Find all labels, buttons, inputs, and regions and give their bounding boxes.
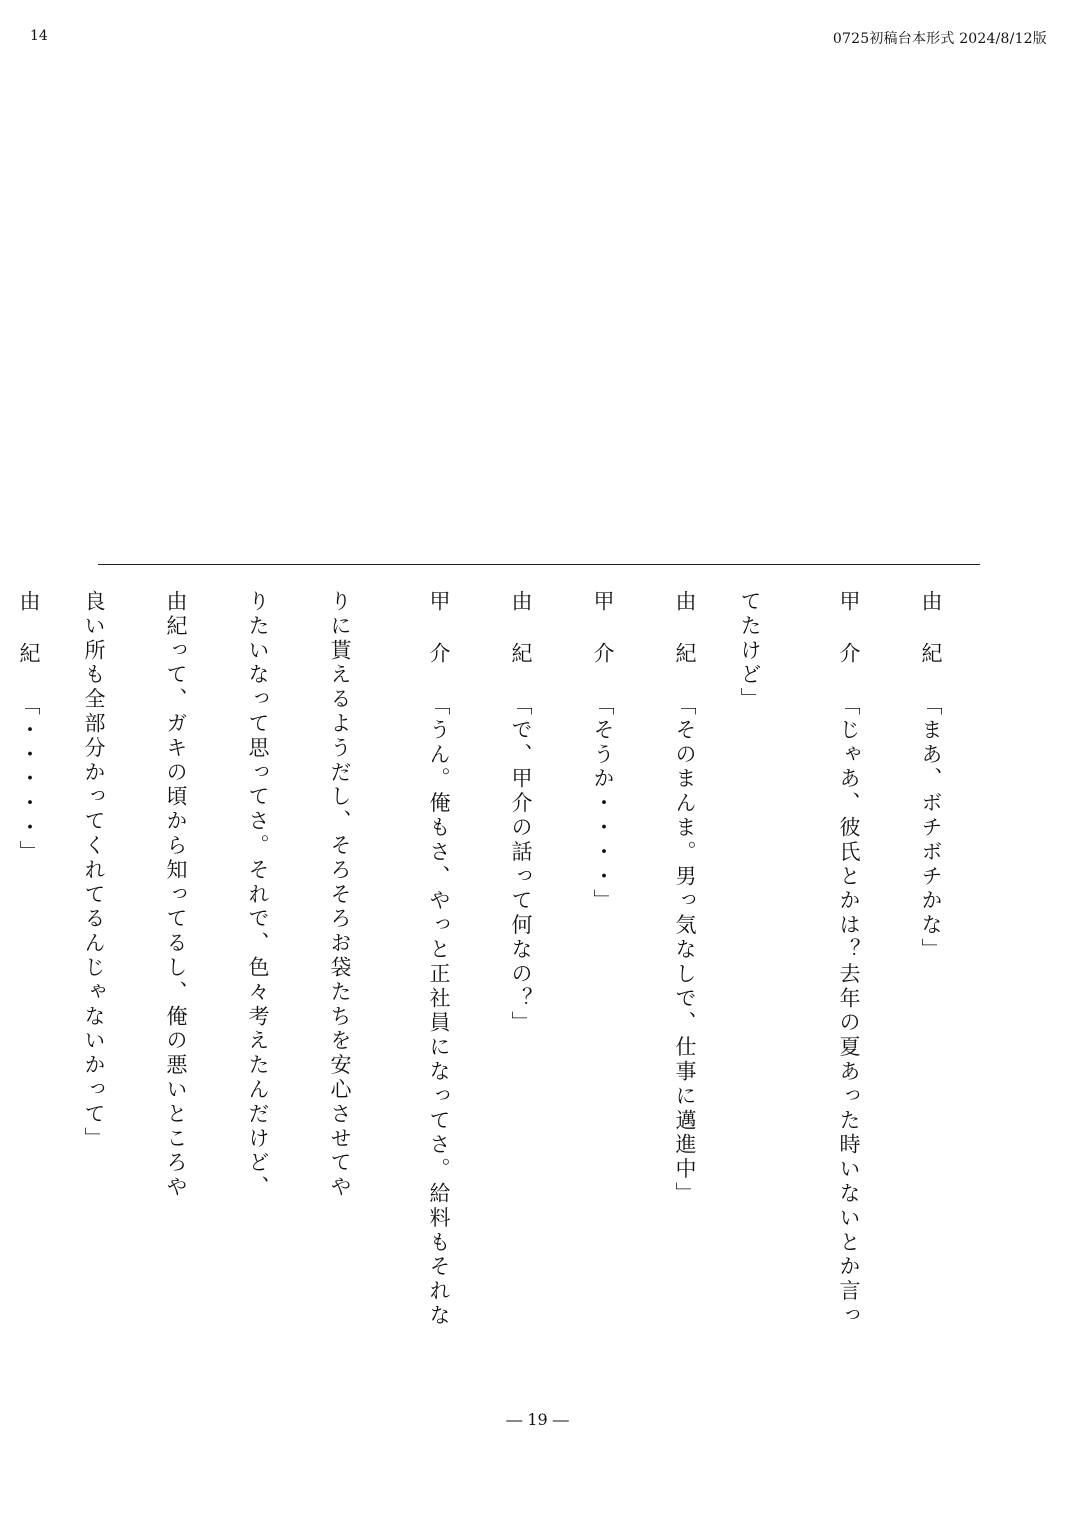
script-line [627,590,709,1350]
dialogue-text: 「そのまんま。男っ気なしで、仕事に邁進中」 [673,694,697,1207]
script-line [791,590,873,1350]
dialogue-text: 由紀って、ガキの頃から知ってるし、俺の悪いところや [164,590,188,1200]
script-line [381,590,463,1350]
script-line [463,590,545,1350]
section-divider [98,564,980,565]
dialogue-text: 「そうか・・・・」 [591,694,615,914]
dialogue-text: りたいなって思ってさ。それで、色々考えたんだけど、 [246,590,270,1200]
script-line [299,590,381,1350]
speaker-name: 由紀 [673,590,697,694]
dialogue-text: てたけど」 [738,590,762,712]
script-line [873,590,955,1350]
speaker-name: 甲介 [427,590,451,694]
dialogue-text: 「で、甲介の話って何なの？」 [509,694,533,1036]
dialogue-text: 「うん。俺もさ、やっと正社員になってさ。給料もそれな [427,694,451,1329]
dialogue-text: りに貰えるようだし、そろそろお袋たちを安心させてや [328,590,352,1200]
speaker-name: 甲介 [591,590,615,694]
script-line [545,590,627,1350]
script-line [709,590,791,1350]
script-body [17,590,955,1350]
script-line [53,590,135,1350]
script-line [0,590,53,1350]
page-number-footer: ― 19 ― [506,1410,569,1429]
script-line [217,590,299,1350]
page-number-top: 14 [30,28,48,44]
dialogue-text: 「じゃあ、彼氏とかは？去年の夏あった時いないとか言っ [837,694,861,1329]
script-line [135,590,217,1350]
speaker-name: 甲介 [837,590,861,694]
speaker-name: 由紀 [17,590,41,694]
dialogue-text: 「まあ、ボチボチかな」 [919,694,943,963]
dialogue-text: 良い所も全部分かってくれてるんじゃないかって」 [82,590,106,1152]
speaker-name: 由紀 [919,590,943,694]
document-title: 0725初稿台本形式 2024/8/12版 [832,31,1047,47]
speaker-name: 由紀 [509,590,533,694]
dialogue-text: 「・・・・・」 [17,694,41,865]
